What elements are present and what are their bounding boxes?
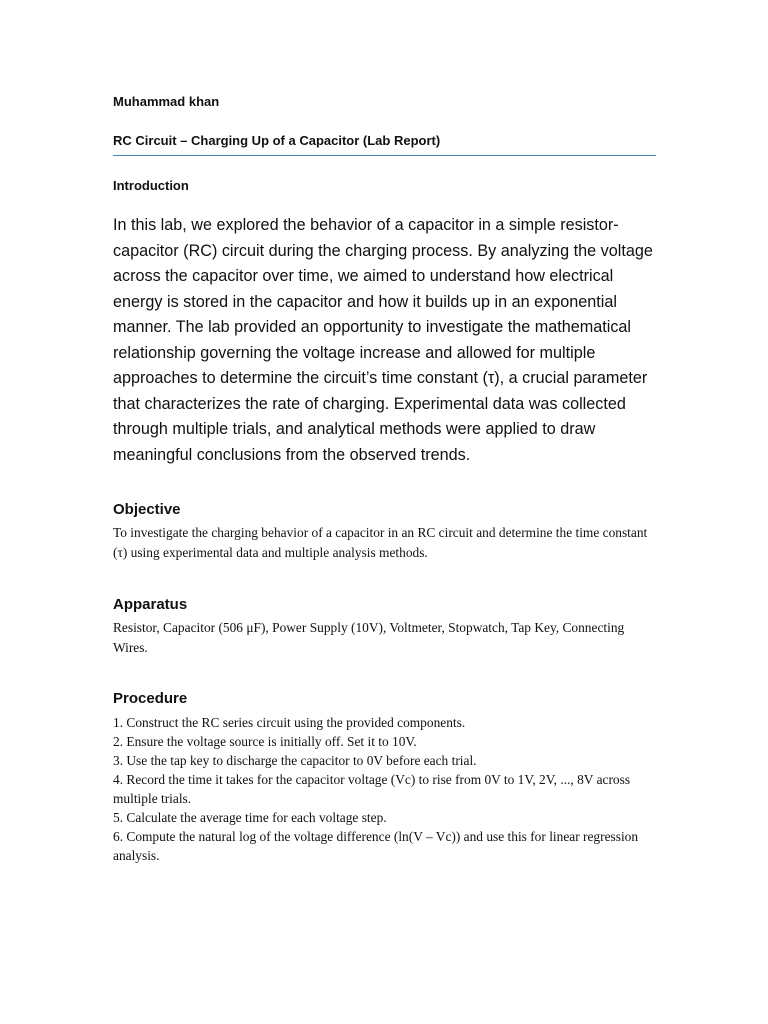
procedure-step: 3. Use the tap key to discharge the capacitor to 0V before each trial. xyxy=(113,753,477,768)
procedure-step: 5. Calculate the average time for each voltage step. xyxy=(113,810,387,825)
procedure-heading: Procedure xyxy=(113,690,188,707)
author-name: Muhammad khan xyxy=(113,94,220,109)
procedure-steps xyxy=(113,713,658,865)
procedure-step: 4. Record the time it takes for the capacitor voltage (Vc) to rise from 0V to 1V, 2V, ..., 8V across multiple trials. xyxy=(113,772,631,806)
document-title: RC Circuit – Charging Up of a Capacitor (Lab Report) xyxy=(113,133,441,148)
title-underline xyxy=(113,155,656,156)
procedure-step: 1. Construct the RC series circuit using the provided components. xyxy=(113,715,466,730)
objective-paragraph: To investigate the charging behavior of a capacitor in an RC circuit and determine the time constant (τ) using experimental data and multiple analysis methods. xyxy=(113,525,648,560)
introduction-paragraph: In this lab, we explored the behavior of a capacitor in a simple resistor-capacitor (RC) circuit during the charging process. By analyzing the voltage across the capacitor over time, we aimed to understand how electrical energy is stored in the capacitor and how it builds up in an exponential manner. The lab provided an opportunity to investigate the mathematical relationship governing the voltage increase and allowed for multiple approaches to determine the circuit’s time constant (τ), a crucial parameter that characterizes the rate of charging. Experimental data was collected through multiple trials, and analytical methods were applied to draw meaningful conclusions from the observed trends. xyxy=(113,216,653,464)
procedure-step: 6. Compute the natural log of the voltage difference (ln(V – Vc)) and use this for linear regression analysis. xyxy=(113,829,639,863)
procedure-step: 2. Ensure the voltage source is initially off. Set it to 10V. xyxy=(113,734,417,749)
introduction-heading: Introduction xyxy=(113,178,189,193)
apparatus-heading: Apparatus xyxy=(113,596,188,613)
objective-heading: Objective xyxy=(113,501,181,518)
apparatus-paragraph: Resistor, Capacitor (506 μF), Power Supply (10V), Voltmeter, Stopwatch, Tap Key, Connecting Wires. xyxy=(113,620,625,655)
